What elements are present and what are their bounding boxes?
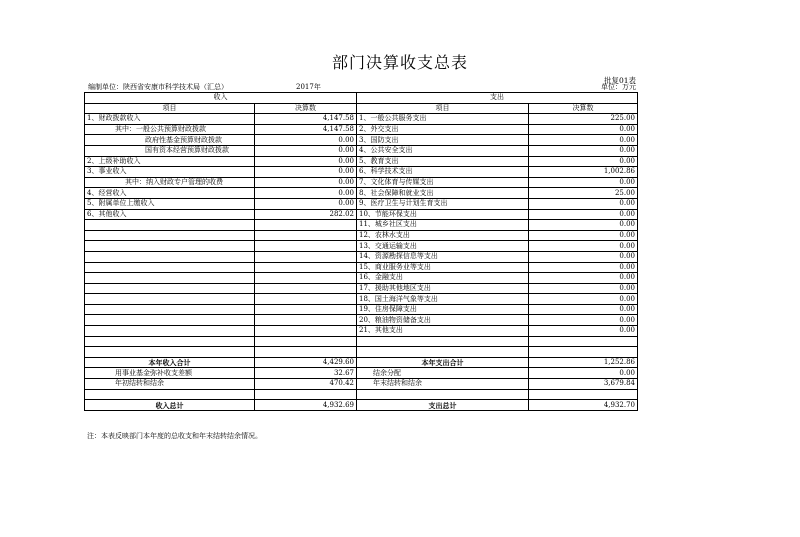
expense-amount-cell: 1,002.86 [529, 167, 638, 178]
unit-label: 单位：万元 [601, 83, 636, 91]
year-income-value: 4,429.60 [255, 357, 357, 368]
expense-amount-cell: 0.00 [529, 209, 638, 220]
expense-amount-cell: 0.00 [529, 220, 638, 231]
income-amount-cell [255, 315, 357, 326]
table-row [85, 230, 638, 241]
surplus-dist-label: 结余分配 [357, 368, 529, 379]
expense-amount-cell: 0.00 [529, 304, 638, 315]
income-item-cell [85, 273, 255, 284]
income-amount-cell [255, 347, 357, 358]
income-amount-cell: 0.00 [255, 167, 357, 178]
table-row [85, 198, 638, 209]
income-amount-cell [255, 326, 357, 337]
year-expense-value: 1,252.86 [529, 357, 638, 368]
income-amount-cell [255, 251, 357, 262]
income-header: 收入 [85, 93, 357, 104]
expense-item-cell: 10、节能环保支出 [357, 209, 529, 220]
expense-item-cell: 6、科学技术支出 [357, 167, 529, 178]
expense-item-cell: 13、交通运输支出 [357, 241, 529, 252]
income-item-cell [85, 262, 255, 273]
income-item-cell: 政府性基金预算财政拨款 [85, 135, 255, 146]
expense-amount-cell: 0.00 [529, 177, 638, 188]
income-item-cell [85, 326, 255, 337]
income-amount-cell [255, 220, 357, 231]
table-row [85, 177, 638, 188]
expense-item-cell [357, 336, 529, 347]
surplus-dist-value: 0.00 [529, 368, 638, 379]
income-amount-cell [255, 294, 357, 305]
table-row [85, 156, 638, 167]
closing-balance-label: 年末结转和结余 [357, 379, 529, 390]
report-year: 2017年 [296, 83, 321, 91]
expense-amount-cell: 0.00 [529, 251, 638, 262]
income-total-label: 收入总计 [85, 400, 255, 411]
table-row [85, 315, 638, 326]
income-amount-cell [255, 336, 357, 347]
table-row [85, 283, 638, 294]
expense-item-cell: 21、其他支出 [357, 326, 529, 337]
income-amount-cell [255, 304, 357, 315]
income-item-cell [85, 347, 255, 358]
expense-item-cell: 16、金融支出 [357, 273, 529, 284]
income-total-value: 4,932.69 [255, 400, 357, 411]
expense-item-cell: 7、文化体育与传媒支出 [357, 177, 529, 188]
income-amount-cell: 282.02 [255, 209, 357, 220]
year-expense-label: 本年支出合计 [357, 357, 529, 368]
table-totals [85, 357, 638, 410]
opening-balance-value: 470.42 [255, 379, 357, 390]
income-item-cell: 国有资本经营预算财政拨款 [85, 145, 255, 156]
table-body [85, 114, 638, 358]
income-amount-cell [255, 241, 357, 252]
opening-balance-label: 年初结转和结余 [85, 379, 255, 390]
income-amount-cell: 0.00 [255, 145, 357, 156]
income-item-header: 项目 [85, 103, 255, 114]
income-item-cell: 其中：一般公共预算财政拨款 [85, 124, 255, 135]
income-amount-cell: 4,147.58 [255, 124, 357, 135]
expense-amount-cell: 225.00 [529, 114, 638, 125]
closing-balance-value: 3,679.84 [529, 379, 638, 390]
expense-amount-cell: 0.00 [529, 315, 638, 326]
org-name: 编制单位：陕西省安康市科学技术局（汇总） [88, 83, 228, 91]
income-item-cell: 其中：纳入财政专户管理的收费 [85, 177, 255, 188]
blank-cell [85, 389, 255, 400]
expense-amount-cell [529, 347, 638, 358]
expense-amount-cell: 0.00 [529, 294, 638, 305]
expense-item-cell: 5、教育支出 [357, 156, 529, 167]
income-item-cell [85, 304, 255, 315]
expense-item-cell: 3、国防支出 [357, 135, 529, 146]
table-row [85, 273, 638, 284]
expense-item-cell: 9、医疗卫生与计划生育支出 [357, 198, 529, 209]
income-item-cell [85, 294, 255, 305]
expense-item-cell: 2、外交支出 [357, 124, 529, 135]
expense-amount-cell [529, 336, 638, 347]
income-item-cell: 3、事业收入 [85, 167, 255, 178]
table-row [85, 336, 638, 347]
income-item-cell [85, 220, 255, 231]
expense-amount-cell: 0.00 [529, 241, 638, 252]
fund-gap-value: 32.67 [255, 368, 357, 379]
income-amount-cell [255, 283, 357, 294]
table-header [85, 93, 638, 114]
expense-amount-cell: 0.00 [529, 230, 638, 241]
table-row [85, 145, 638, 156]
table-row [85, 326, 638, 337]
expense-total-label: 支出总计 [357, 400, 529, 411]
budget-table [84, 92, 638, 411]
expense-item-header: 项目 [357, 103, 529, 114]
expense-item-cell: 8、社会保障和就业支出 [357, 188, 529, 199]
blank-cell [529, 389, 638, 400]
table-row [85, 251, 638, 262]
income-item-cell [85, 230, 255, 241]
expense-amount-cell: 0.00 [529, 262, 638, 273]
income-amount-cell [255, 230, 357, 241]
expense-item-cell: 4、公共安全支出 [357, 145, 529, 156]
expense-amount-cell: 0.00 [529, 198, 638, 209]
expense-amount-header: 决算数 [529, 103, 638, 114]
income-item-cell [85, 283, 255, 294]
expense-amount-cell: 0.00 [529, 145, 638, 156]
expense-item-cell: 17、援助其他地区支出 [357, 283, 529, 294]
expense-item-cell: 12、农林水支出 [357, 230, 529, 241]
table-row [85, 114, 638, 125]
income-amount-cell [255, 262, 357, 273]
expense-amount-cell: 0.00 [529, 135, 638, 146]
income-item-cell: 1、财政拨款收入 [85, 114, 255, 125]
table-row [85, 188, 638, 199]
table-row [85, 124, 638, 135]
income-amount-cell: 0.00 [255, 156, 357, 167]
expense-item-cell: 15、商业服务业等支出 [357, 262, 529, 273]
income-amount-cell: 4,147.58 [255, 114, 357, 125]
table-code: 批复01表 [603, 76, 636, 85]
year-income-label: 本年收入合计 [85, 357, 255, 368]
meta-line [88, 82, 636, 92]
expense-item-cell: 20、粮油物资储备支出 [357, 315, 529, 326]
expense-item-cell: 1、一般公共服务支出 [357, 114, 529, 125]
income-amount-cell: 0.00 [255, 135, 357, 146]
income-amount-cell: 0.00 [255, 188, 357, 199]
expense-item-cell [357, 347, 529, 358]
income-item-cell [85, 241, 255, 252]
income-item-cell [85, 336, 255, 347]
table-row [85, 304, 638, 315]
expense-amount-cell: 0.00 [529, 124, 638, 135]
expense-header: 支出 [357, 93, 638, 104]
blank-cell [357, 389, 529, 400]
table-row [85, 241, 638, 252]
table-row [85, 135, 638, 146]
expense-item-cell: 19、住房保障支出 [357, 304, 529, 315]
expense-amount-cell: 0.00 [529, 283, 638, 294]
expense-item-cell: 14、资源勘探信息等支出 [357, 251, 529, 262]
income-amount-header: 决算数 [255, 103, 357, 114]
table-row [85, 294, 638, 305]
footnote: 注：本表反映部门本年度的总收支和年末结转结余情况。 [87, 432, 262, 440]
income-amount-cell: 0.00 [255, 198, 357, 209]
expense-amount-cell: 0.00 [529, 326, 638, 337]
income-amount-cell [255, 273, 357, 284]
blank-cell [255, 389, 357, 400]
income-item-cell [85, 315, 255, 326]
income-amount-cell: 0.00 [255, 177, 357, 188]
table-row [85, 167, 638, 178]
expense-total-value: 4,932.70 [529, 400, 638, 411]
expense-amount-cell: 25.00 [529, 188, 638, 199]
table-row [85, 220, 638, 231]
income-item-cell: 4、经营收入 [85, 188, 255, 199]
page-title: 部门决算收支总表 [331, 53, 468, 72]
table-row [85, 347, 638, 358]
expense-item-cell: 11、城乡社区支出 [357, 220, 529, 231]
expense-item-cell: 18、国土海洋气象等支出 [357, 294, 529, 305]
income-item-cell: 2、上级补助收入 [85, 156, 255, 167]
fund-gap-label: 用事业基金弥补收支差额 [85, 368, 255, 379]
income-item-cell: 5、附属单位上缴收入 [85, 198, 255, 209]
table-row [85, 209, 638, 220]
income-item-cell: 6、其他收入 [85, 209, 255, 220]
income-item-cell [85, 251, 255, 262]
expense-amount-cell: 0.00 [529, 156, 638, 167]
expense-amount-cell: 0.00 [529, 273, 638, 284]
table-row [85, 262, 638, 273]
